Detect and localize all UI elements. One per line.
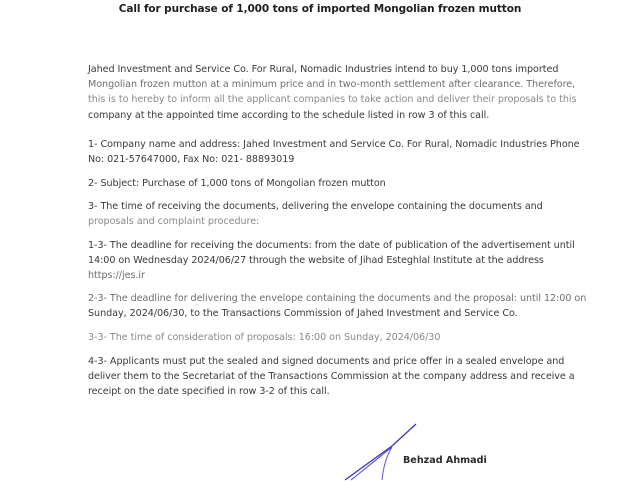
document-title: Call for purchase of 1,000 tons of imported Mongolian frozen mutton <box>118 3 522 15</box>
item-line: 3-3- The time of consideration of proposals: 16:00 on Sunday, 2024/06/30 <box>88 332 441 343</box>
item-line: deliver them to the Secretariat of the Transactions Commission at the company address and receive a <box>88 371 575 383</box>
intro-line: Jahed Investment and Service Co. For Rural, Nomadic Industries intend to buy 1,000 tons imported <box>88 64 559 75</box>
website-link[interactable]: https://jes.ir <box>88 270 145 282</box>
item-2-subject <box>88 176 588 191</box>
item-1-company-info <box>88 137 588 167</box>
intro-line: Mongolian frozen mutton at a minimum price and in two-month settlement after clearance. Therefore, <box>88 79 576 91</box>
item-line: 1- Company name and address: Jahed Investment and Service Co. For Rural, Nomadic Industries Phone <box>88 139 580 150</box>
item-line: Sunday, 2024/06/30, to the Transactions Commission of Jahed Investment and Service Co. <box>88 308 518 320</box>
intro-line: company at the appointed time according to the schedule listed in row 3 of this call. <box>88 109 490 121</box>
item-line: 3- The time of receiving the documents, delivering the envelope containing the documents and <box>88 201 543 212</box>
intro-line: this is to hereby to inform all the applicant companies to take action and deliver their proposals to this <box>88 94 577 106</box>
item-line: 2- Subject: Purchase of 1,000 tons of Mongolian frozen mutton <box>88 178 386 189</box>
item-3-3-consideration-time <box>88 330 588 345</box>
signatory-name: Behzad Ahmadi <box>403 455 487 466</box>
item-line: 4-3- Applicants must put the sealed and signed documents and price offer in a sealed envelope and <box>88 356 565 367</box>
item-1-3-receiving-deadline <box>88 238 588 284</box>
item-line: 14:00 on Wednesday 2024/06/27 through the website of Jihad Esteghlal Institute at the address <box>88 255 544 267</box>
item-3-schedule-heading <box>88 199 588 229</box>
item-line: 2-3- The deadline for delivering the envelope containing the documents and the proposal: until 12:00 on <box>88 293 587 304</box>
signature-mark-icon <box>340 412 420 482</box>
item-line: No: 021-57647000, Fax No: 021- 88893019 <box>88 154 295 166</box>
intro-paragraph <box>88 62 588 123</box>
item-2-3-delivery-deadline <box>88 291 588 321</box>
item-4-3-submission-instructions <box>88 354 588 400</box>
item-line: receipt on the date specified in row 3-2 of this call. <box>88 386 330 398</box>
item-line: 1-3- The deadline for receiving the documents: from the date of publication of the advertisement until <box>88 240 575 251</box>
item-line: proposals and complaint procedure: <box>88 216 260 228</box>
